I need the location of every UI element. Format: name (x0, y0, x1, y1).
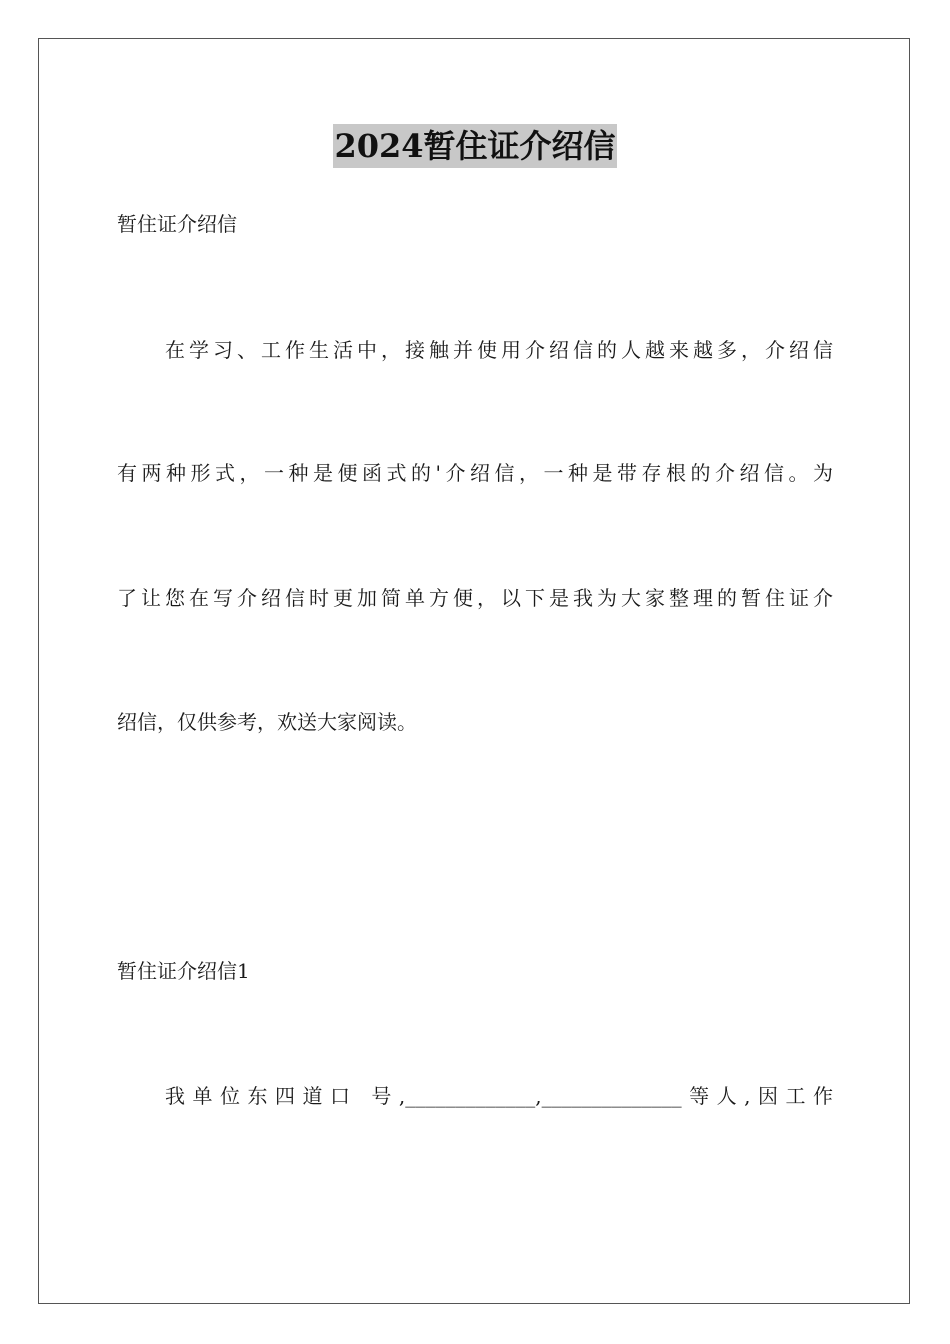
intro-line-4: 绍信，仅供参考，欢送大家阅读。 (117, 710, 417, 734)
title-container (0, 124, 950, 168)
document-title: 2024暂住证介绍信 (333, 124, 616, 168)
intro-line-3: 了让您在写介绍信时更加简单方便，以下是我为大家整理的暂住证介 (117, 586, 833, 610)
section-heading: 暂住证介绍信1 (117, 959, 250, 983)
intro-line-1: 在学习、工作生活中，接触并使用介绍信的人越来越多，介绍信 (165, 338, 833, 362)
document-subtitle: 暂住证介绍信 (117, 212, 237, 236)
intro-line-2: 有两种形式，一种是便函式的'介绍信，一种是带存根的介绍信。为 (117, 461, 833, 485)
letter-first-line: 我单位东四道口 号,_____________,______________等人,因工作 (165, 1084, 833, 1108)
